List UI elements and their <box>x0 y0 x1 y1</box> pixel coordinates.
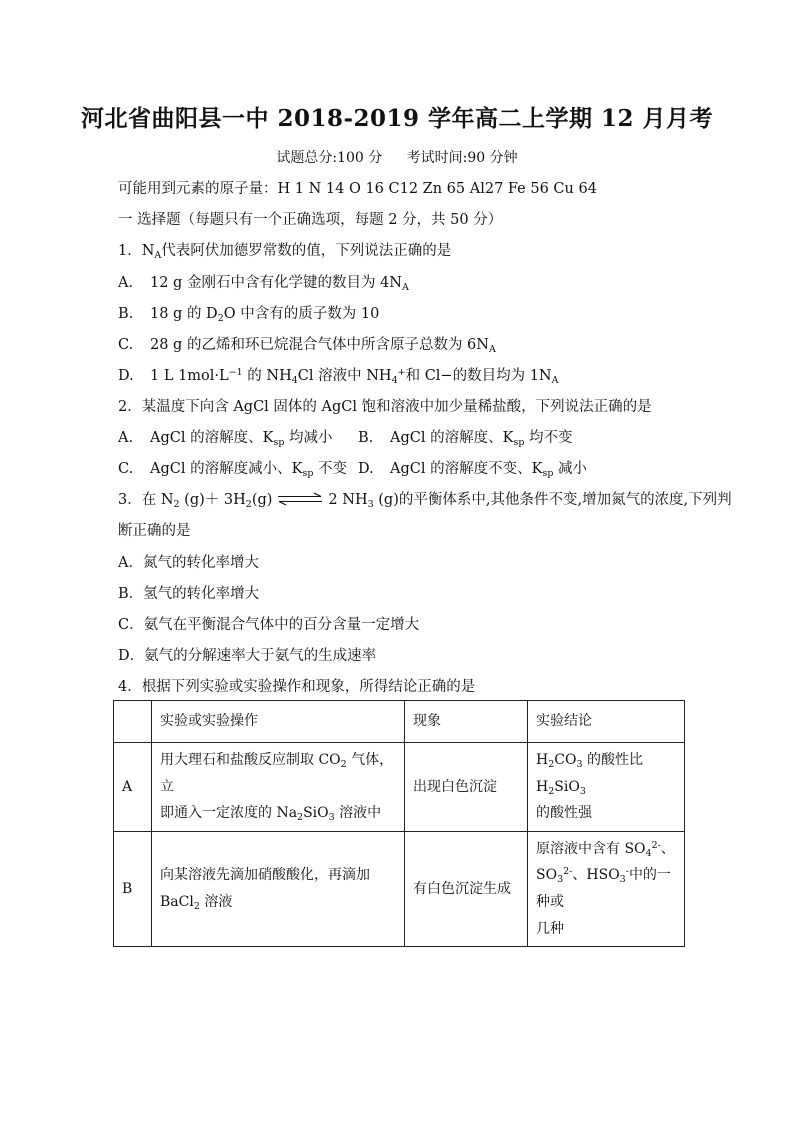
table-row <box>114 743 685 832</box>
question-3-stem-cont: 断正确的是 <box>118 523 191 539</box>
operation-cell: 用大理石和盐酸反应制取 $CO_2$ 气体，立 即通入一定浓度的 $Na_2SiO_3$ 溶液中 <box>152 743 405 832</box>
question-3-option-c: C．氨气在平衡混合气体中的百分含量一定增大 <box>118 617 420 633</box>
question-2-option-a: A. AgCl 的溶解度、$K_{sp}$ 均减小 <box>118 430 333 448</box>
table-row <box>114 831 685 946</box>
question-4-stem: 4．根据下列实验或实验操作和现象，所得结论正确的是 <box>118 679 476 695</box>
question-1-stem: 1．$N_A$代表阿伏加德罗常数的值，下列说法正确的是 <box>118 243 452 261</box>
table-header-cell: 现象 <box>405 701 528 743</box>
operation-cell: 向某溶液先滴加硝酸酸化，再滴加 BaCl$_2$ 溶液 <box>152 831 405 946</box>
atomic-masses: 可能用到元素的原子量：H 1 N 14 O 16 C12 Zn 65 Al27 Fe 56 Cu 64 <box>118 181 597 197</box>
equilibrium-arrow-icon <box>276 492 324 506</box>
exam-info <box>0 147 794 167</box>
row-label: B <box>114 831 152 946</box>
conclusion-cell: $H_2CO_3$ 的酸性比 $H_2SiO_3$ 的酸性强 <box>528 743 685 832</box>
question-3-option-b: B．氢气的转化率增大 <box>118 586 260 602</box>
phenomenon-cell: 出现白色沉淀 <box>405 743 528 832</box>
question-1-option-a: A. 12 g 金刚石中含有化学键的数目为 $4N_A$ <box>118 275 409 293</box>
exam-title: 河北省曲阳县一中 2018-2019 学年高二上学期 12 月月考 <box>80 105 714 132</box>
question-1-option-b: B. 18 g 的 $D_2O$ 中含有的质子数为 10 <box>118 306 380 324</box>
question-3-option-a: A．氮气的转化率增大 <box>118 555 259 571</box>
table-header-cell: 实验结论 <box>528 701 685 743</box>
question-2-stem: 2．某温度下向含 AgCl 固体的 AgCl 饱和溶液中加少量稀盐酸，下列说法正确的是 <box>118 399 652 415</box>
experiment-table <box>113 700 685 947</box>
question-1-option-d: D. 1 L $1mol\cdot L^{-1}$ 的 $NH_4Cl$ 溶液中 $NH_4^+$和 Cl−的数目均为 $1N_A$ <box>118 367 559 386</box>
conclusion-cell: 原溶液中含有 $SO_4^{2-}$、 $SO_3^{2-}$、$HSO_3^-$中的一种或 几种 <box>528 831 685 946</box>
phenomenon-cell: 有白色沉淀生成 <box>405 831 528 946</box>
section-heading: 一 选择题（每题只有一个正确选项，每题 2 分，共 50 分） <box>118 212 503 228</box>
question-2-option-c: C. AgCl 的溶解度减小、$K_{sp}$ 不变 <box>118 461 348 479</box>
exam-time: 考试时间:90 分钟 <box>406 150 518 166</box>
question-3-stem: 3．在 $N_2$ $(g)+ 3H_2(g)$ 2 $NH_3$ (g)的平衡体系中,其他条件不变,增加氮气的浓度,下列判 <box>118 492 732 510</box>
question-2-option-b: B. AgCl 的溶解度、$K_{sp}$ 均不变 <box>358 430 573 448</box>
row-label: A <box>114 743 152 832</box>
table-header-row <box>114 701 685 743</box>
total-score: 试题总分:100 分 <box>276 150 383 166</box>
table-header-cell <box>114 701 152 743</box>
table-header-cell: 实验或实验操作 <box>152 701 405 743</box>
question-3-option-d: D．氨气的分解速率大于氨气的生成速率 <box>118 648 377 664</box>
question-2-option-d: D. AgCl 的溶解度不变、$K_{sp}$ 减小 <box>358 461 588 479</box>
question-1-option-c: C. 28 g 的乙烯和环已烷混合气体中所含原子总数为 $6N_A$ <box>118 337 496 355</box>
